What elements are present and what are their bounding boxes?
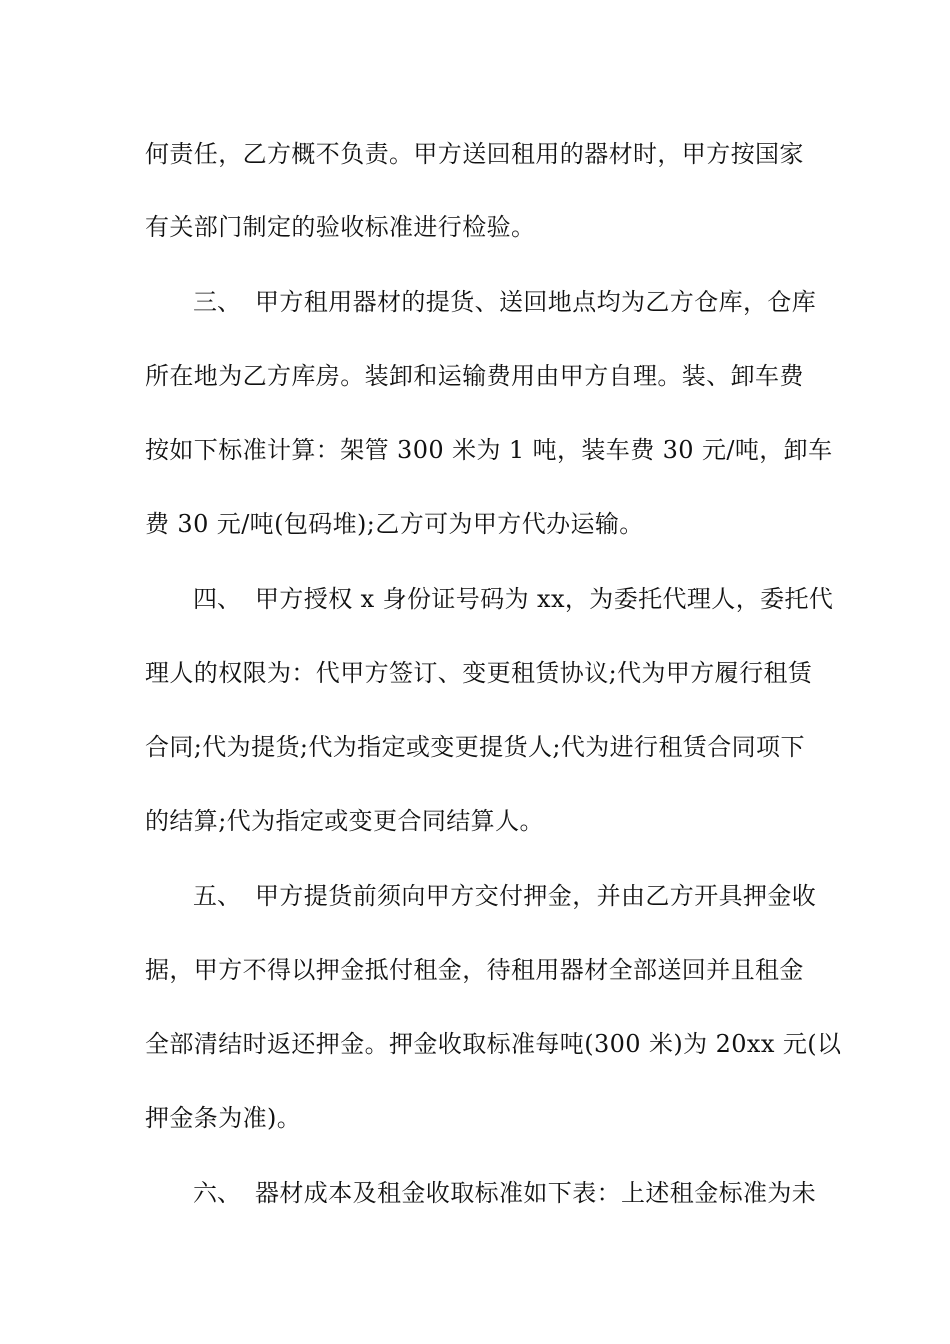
paragraph-line: 费 30 元/吨(包码堆);乙方可为甲方代办运输。 (145, 510, 644, 538)
section-number: 三、 (193, 288, 241, 316)
section-first-line: 甲方提货前须向甲方交付押金，并由乙方开具押金收 (255, 882, 817, 910)
section-number: 六、 (193, 1179, 241, 1207)
paragraph-line: 的结算;代为指定或变更合同结算人。 (145, 807, 544, 835)
section-first-line: 甲方授权 x 身份证号码为 xx，为委托代理人，委托代 (255, 585, 834, 613)
paragraph-line: 理人的权限为：代甲方签订、变更租赁协议;代为甲方履行租赁 (145, 659, 813, 687)
paragraph-line: 何责任，乙方概不负责。甲方送回租用的器材时，甲方按国家 (145, 140, 804, 168)
paragraph-line: 按如下标准计算：架管 300 米为 1 吨，装车费 30 元/吨，卸车 (145, 436, 833, 464)
section-number: 四、 (193, 585, 241, 613)
paragraph-line: 全部清结时返还押金。押金收取标准每吨(300 米)为 20xx 元(以 (145, 1030, 842, 1058)
section-first-line: 器材成本及租金收取标准如下表：上述租金标准为未 (255, 1179, 817, 1207)
section-number: 五、 (193, 882, 241, 910)
paragraph-line: 所在地为乙方库房。装卸和运输费用由甲方自理。装、卸车费 (145, 362, 804, 390)
section-first-line: 甲方租用器材的提货、送回地点均为乙方仓库，仓库 (255, 288, 817, 316)
paragraph-line: 有关部门制定的验收标准进行检验。 (145, 213, 536, 241)
paragraph-line: 据，甲方不得以押金抵付租金，待租用器材全部送回并且租金 (145, 956, 804, 984)
paragraph-line: 押金条为准)。 (145, 1104, 302, 1132)
paragraph-line: 合同;代为提货;代为指定或变更提货人;代为进行租赁合同项下 (145, 733, 805, 761)
